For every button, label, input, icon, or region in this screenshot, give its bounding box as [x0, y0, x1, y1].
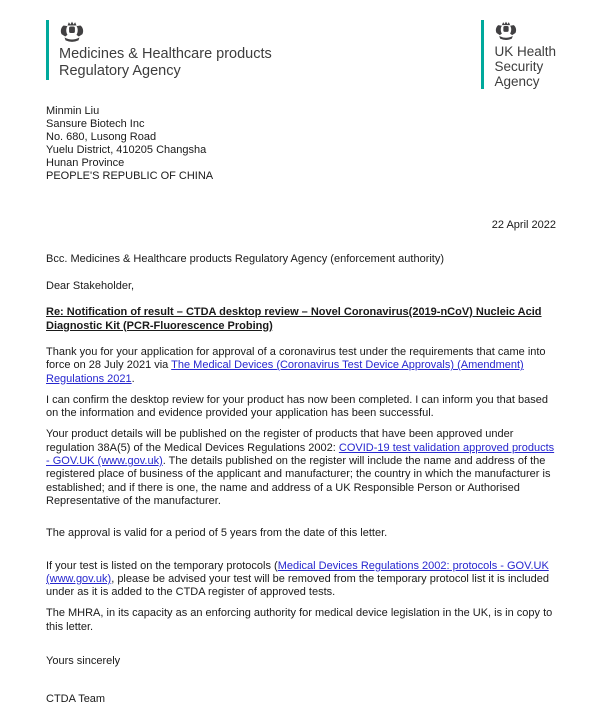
- ukhsa-teal-bar: [481, 20, 484, 89]
- mhra-teal-bar: [46, 20, 49, 80]
- coronavirus-approvals-regulations-link[interactable]: The Medical Devices (Coronavirus Test Device Approvals) (Amendment) Regulations 2021: [46, 359, 524, 385]
- bcc-line: Bcc. Medicines & Healthcare products Regulatory Agency (enforcement authority): [46, 253, 445, 265]
- p1-text-post: .: [131, 372, 135, 385]
- salutation: Dear Stakeholder,: [46, 280, 135, 292]
- ukhsa-name-line3: Agency: [494, 74, 540, 89]
- mhra-logo: [46, 20, 272, 80]
- mhra-name-line2: Regulatory Agency: [59, 63, 181, 79]
- paragraph-mhra-copy: The MHRA, in its capacity as an enforcing authority for medical device legislation in the UK, is in copy to this letter.: [46, 607, 553, 633]
- approved-products-register-link[interactable]: COVID-19 test validation approved products - GOV.UK (www.gov.uk): [46, 441, 555, 468]
- mhra-name-line1: Medicines & Healthcare products: [59, 46, 272, 62]
- paragraph-application-thanks: [46, 346, 556, 386]
- closing-line: Yours sincerely: [46, 655, 121, 668]
- recipient-name: Minmin Liu: [46, 105, 100, 117]
- letter-header: [46, 20, 556, 89]
- recipient-company: Sansure Biotech Inc: [46, 118, 145, 130]
- p5-text-pre: If your test is listed on the temporary protocols (: [46, 559, 278, 572]
- p3-text-pre: Your product details will be published on the register of products that have been approved under regulation 38A(5) of the Medical Devices Regulations 2002:: [46, 428, 514, 454]
- subject-line: Re: Notification of result – CTDA desktop review – Novel Coronavirus(2019-nCoV) Nucleic Acid Diagnostic Kit (PCR-Fluorescence Probing): [46, 306, 542, 332]
- p5-text-post: , please be advised your test will be removed from the temporary protocol list it is included under as it is added to the CTDA register of approved tests.: [46, 572, 549, 599]
- recipient-country: PEOPLE'S REPUBLIC OF CHINA: [46, 170, 214, 182]
- p3-text-post: . The details published on the register will include the name and address of the registered place of business of the applicant and manufacturer; the country in which the manufacturer is established; and if there is one, the name and address of a UK Responsible Person or Authorised Representative of the manufacturer.: [46, 455, 551, 507]
- royal-crest-icon: [494, 21, 518, 41]
- recipient-street: No. 680, Lusong Road: [46, 131, 157, 143]
- paragraph-approval-validity: The approval is valid for a period of 5 years from the date of this letter.: [46, 527, 388, 540]
- p1-text-pre: Thank you for your application for approval of a coronavirus test under the requirements that came into force on 28 July 2021 via: [46, 346, 546, 372]
- letter-date: 22 April 2022: [491, 219, 556, 231]
- paragraph-register-publication: [46, 428, 556, 508]
- recipient-district: Yuelu District, 410205 Changsha: [46, 144, 207, 156]
- recipient-province: Hunan Province: [46, 157, 125, 169]
- paragraph-review-completed: I can confirm the desktop review for your product has now been completed. I can inform you that based on the information and evidence provided your application has been successful.: [46, 393, 548, 420]
- signature-line: CTDA Team: [46, 693, 106, 706]
- ukhsa-name-line2: Security: [494, 59, 544, 74]
- paragraph-temporary-protocols: [46, 560, 556, 600]
- ukhsa-logo: [481, 20, 556, 89]
- recipient-address: [46, 105, 556, 183]
- royal-crest-icon: [59, 21, 85, 43]
- ukhsa-name-line1: UK Health: [494, 44, 556, 59]
- temporary-protocols-link[interactable]: Medical Devices Regulations 2002: protocols - GOV.UK (www.gov.uk): [46, 559, 549, 585]
